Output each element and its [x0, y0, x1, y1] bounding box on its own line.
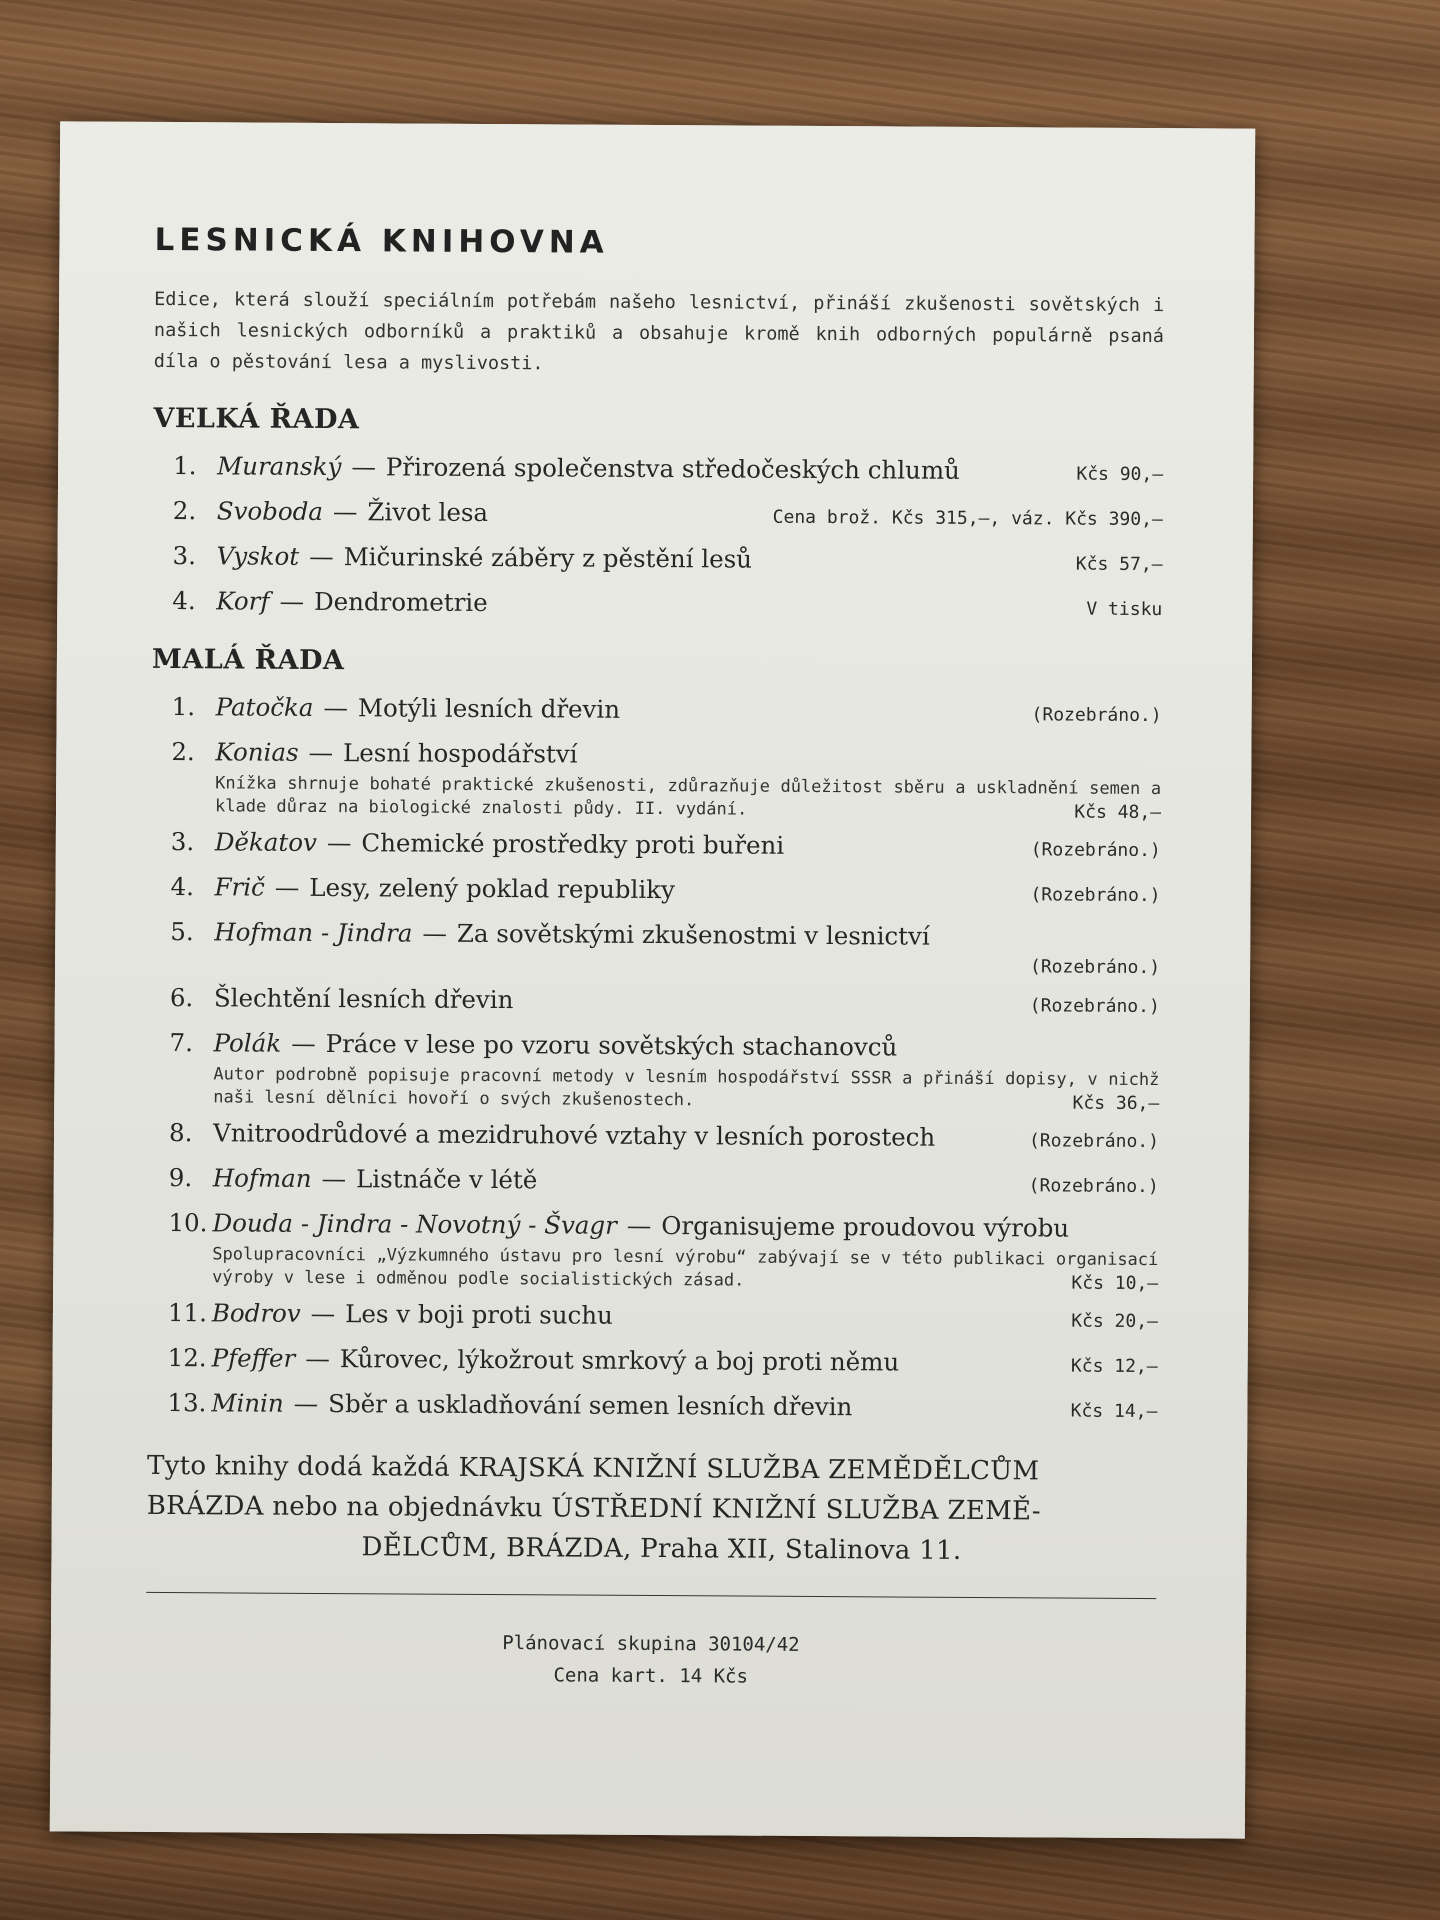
item-author: Děkatov	[214, 827, 317, 857]
list-item	[152, 538, 1162, 583]
item-title: Listnáče v létě	[356, 1164, 538, 1195]
item-dash: —	[279, 586, 305, 616]
item-dash: —	[305, 1343, 330, 1374]
item-title: Přirozená společenstva středočeských chlumů	[385, 452, 960, 485]
planning-group: Plánovací skupina 30104/42	[502, 1632, 800, 1656]
mala-rada-list	[147, 689, 1161, 1430]
item-dash: —	[326, 828, 352, 858]
list-item	[153, 448, 1163, 493]
item-dash: —	[309, 541, 334, 572]
order-line-2: BRÁZDA nebo na objednávku ÚSTŘEDNÍ KNIŽNÍ SLUŽBA ZEMĚ-	[146, 1490, 1042, 1527]
footer-price: Cena kart. 14 Kčs	[553, 1664, 749, 1688]
item-number: 11.	[167, 1298, 208, 1328]
item-title: Vnitroodrůdové a mezidruhové vztahy v lesních porostech	[212, 1118, 936, 1152]
item-title: Dendrometrie	[313, 586, 488, 617]
item-price: (Rozebráno.)	[1031, 704, 1162, 727]
item-price: Kčs 90,—	[1076, 463, 1164, 486]
item-dash: —	[626, 1210, 652, 1240]
item-price: Cena brož. Kčs 315,—, váz. Kčs 390,—	[772, 506, 1163, 531]
item-author: Minin	[211, 1388, 284, 1418]
item-dash: —	[291, 1028, 316, 1058]
item-number: 7.	[169, 1028, 194, 1058]
list-item	[149, 1115, 1159, 1160]
item-price: Kčs 10,—	[1071, 1272, 1159, 1295]
item-price: Kčs 12,—	[1070, 1355, 1158, 1378]
item-price: Kčs 57,—	[1075, 553, 1163, 576]
item-dash: —	[332, 497, 358, 527]
item-title: Mičurinské záběry z pěstění lesů	[343, 542, 753, 574]
item-dash: —	[351, 452, 376, 482]
item-dash: —	[323, 692, 349, 723]
item-number: 1.	[173, 451, 197, 481]
item-description	[213, 1063, 1159, 1115]
item-title: Lesy, zelený poklad republiky	[309, 872, 675, 905]
item-number: 1.	[171, 692, 196, 722]
item-price: Kčs 20,—	[1071, 1310, 1158, 1333]
velka-rada-heading: VELKÁ ŘADA	[153, 402, 360, 436]
item-title: Motýli lesních dřevin	[357, 693, 621, 724]
item-dash: —	[274, 872, 300, 902]
item-author: Bodrov	[211, 1298, 301, 1328]
item-author: Douda - Jindra - Novotný - Švagr	[212, 1208, 617, 1240]
catalog-page	[50, 121, 1255, 1838]
velka-rada-list	[152, 448, 1163, 628]
item-title: Šlechtění lesních dřevin	[213, 983, 514, 1015]
item-price: (Rozebráno.)	[1029, 995, 1160, 1018]
item-dash: —	[422, 918, 447, 948]
item-description-text: Spolupracovníci „Výzkumného ústavu pro lesní výrobu“ zabývají se v této publikaci organisací výroby v lese i odměnou podle socialistických zásad.	[212, 1244, 1159, 1291]
item-number: 4.	[170, 872, 195, 902]
item-price: (Rozebráno.)	[1030, 839, 1161, 862]
item-price: V tisku	[1086, 598, 1163, 621]
item-author: Muranský	[217, 451, 342, 482]
item-price: (Rozebráno.)	[1028, 1175, 1159, 1198]
intro-paragraph: Edice, která slouží speciálním potřebám našeho lesnictví, přináší zkušenosti sovětských i našich lesnických odborníků a praktiků a obsahuje kromě knih odborných populárně psaná díla o pěstování lesa a myslivosti.	[153, 288, 1165, 375]
item-title: Les v boji proti suchu	[345, 1299, 613, 1330]
item-description-text: Autor podrobně popisuje pracovní metody v lesním hospodářství SSSR a přináší dopisy, v nichž naši lesní dělníci hovoří o svých zkušenostech.	[213, 1064, 1160, 1111]
item-number: 2.	[171, 737, 195, 767]
item-title: Organisujeme proudovou výrobu	[661, 1211, 1070, 1243]
item-price: (Rozebráno.)	[1029, 956, 1161, 979]
list-item	[153, 493, 1163, 538]
series-title: LESNICKÁ KNIHOVNA	[154, 221, 609, 261]
order-info	[146, 1446, 1157, 1572]
item-number: 4.	[172, 586, 196, 616]
item-title: Život lesa	[367, 497, 489, 527]
list-item	[150, 980, 1160, 1025]
item-price: Kčs 48,—	[1074, 801, 1162, 824]
item-number: 3.	[172, 541, 197, 571]
item-description-text: Knížka shrnuje bohaté praktické zkušenosti, zdůrazňuje důležitost sběru a uskladnění semen a klade důraz na biologické znalosti půdy. II. vydání.	[214, 773, 1162, 820]
divider	[146, 1592, 1156, 1599]
item-author: Korf	[216, 586, 270, 616]
list-item	[151, 734, 1161, 824]
item-number: 6.	[169, 983, 194, 1013]
item-number: 9.	[168, 1163, 193, 1193]
list-item	[151, 824, 1161, 869]
item-number: 10.	[168, 1208, 208, 1238]
list-item	[147, 1385, 1157, 1430]
item-number: 3.	[170, 827, 195, 857]
list-item	[148, 1295, 1158, 1340]
item-price: Kčs 36,—	[1072, 1092, 1160, 1115]
list-item	[148, 1340, 1158, 1385]
mala-rada-heading: MALÁ ŘADA	[151, 643, 345, 677]
footer	[146, 1625, 1156, 1695]
item-number: 2.	[172, 496, 197, 526]
item-title: Sběr a uskladňování semen lesních dřevin	[328, 1389, 853, 1422]
item-title: Lesní hospodářství	[342, 738, 578, 769]
order-line-3: DĚLCŮM, BRÁZDA, Praha XII, Stalinova 11.	[361, 1532, 962, 1566]
item-title: Chemické prostředky proti buřeni	[361, 828, 785, 860]
item-title: Kůrovec, lýkožrout smrkový a boj proti němu	[339, 1344, 900, 1377]
item-author: Pfeffer	[211, 1343, 296, 1373]
item-author: Patočka	[215, 692, 314, 722]
list-item	[148, 1205, 1158, 1295]
item-author: Frič	[214, 872, 265, 902]
item-author: Polák	[213, 1028, 282, 1058]
item-price: (Rozebráno.)	[1030, 884, 1161, 907]
item-author: Hofman	[212, 1163, 312, 1193]
item-author: Konias	[215, 737, 299, 767]
list-item	[150, 914, 1160, 980]
item-number: 8.	[168, 1118, 193, 1148]
item-author: Hofman - Jindra	[214, 917, 413, 948]
item-title: Práce v lese po vzoru sovětských stachanovců	[325, 1029, 898, 1062]
list-item	[152, 583, 1162, 628]
item-dash: —	[308, 737, 334, 768]
item-number: 13.	[167, 1388, 207, 1418]
item-dash: —	[293, 1388, 319, 1418]
item-title: Za sovětskými zkušenostmi v lesnictví	[456, 918, 930, 951]
item-description	[212, 1243, 1158, 1295]
list-item	[149, 1025, 1159, 1115]
list-item	[150, 869, 1160, 914]
list-item	[149, 1160, 1159, 1205]
item-dash: —	[310, 1298, 336, 1329]
item-description	[215, 772, 1161, 824]
list-item	[152, 689, 1162, 734]
item-number: 12.	[167, 1343, 207, 1373]
order-line-1: Tyto knihy dodá každá KRAJSKÁ KNIŽNÍ SLUŽBA ZEMĚDĚLCŮM	[146, 1450, 1040, 1487]
item-price: Kčs 14,—	[1070, 1400, 1158, 1423]
item-price: (Rozebráno.)	[1028, 1130, 1160, 1153]
item-number: 5.	[170, 917, 194, 947]
page-content	[146, 222, 1165, 1695]
item-author: Vyskot	[216, 541, 300, 571]
item-author: Svoboda	[216, 496, 324, 526]
item-dash: —	[321, 1163, 347, 1194]
